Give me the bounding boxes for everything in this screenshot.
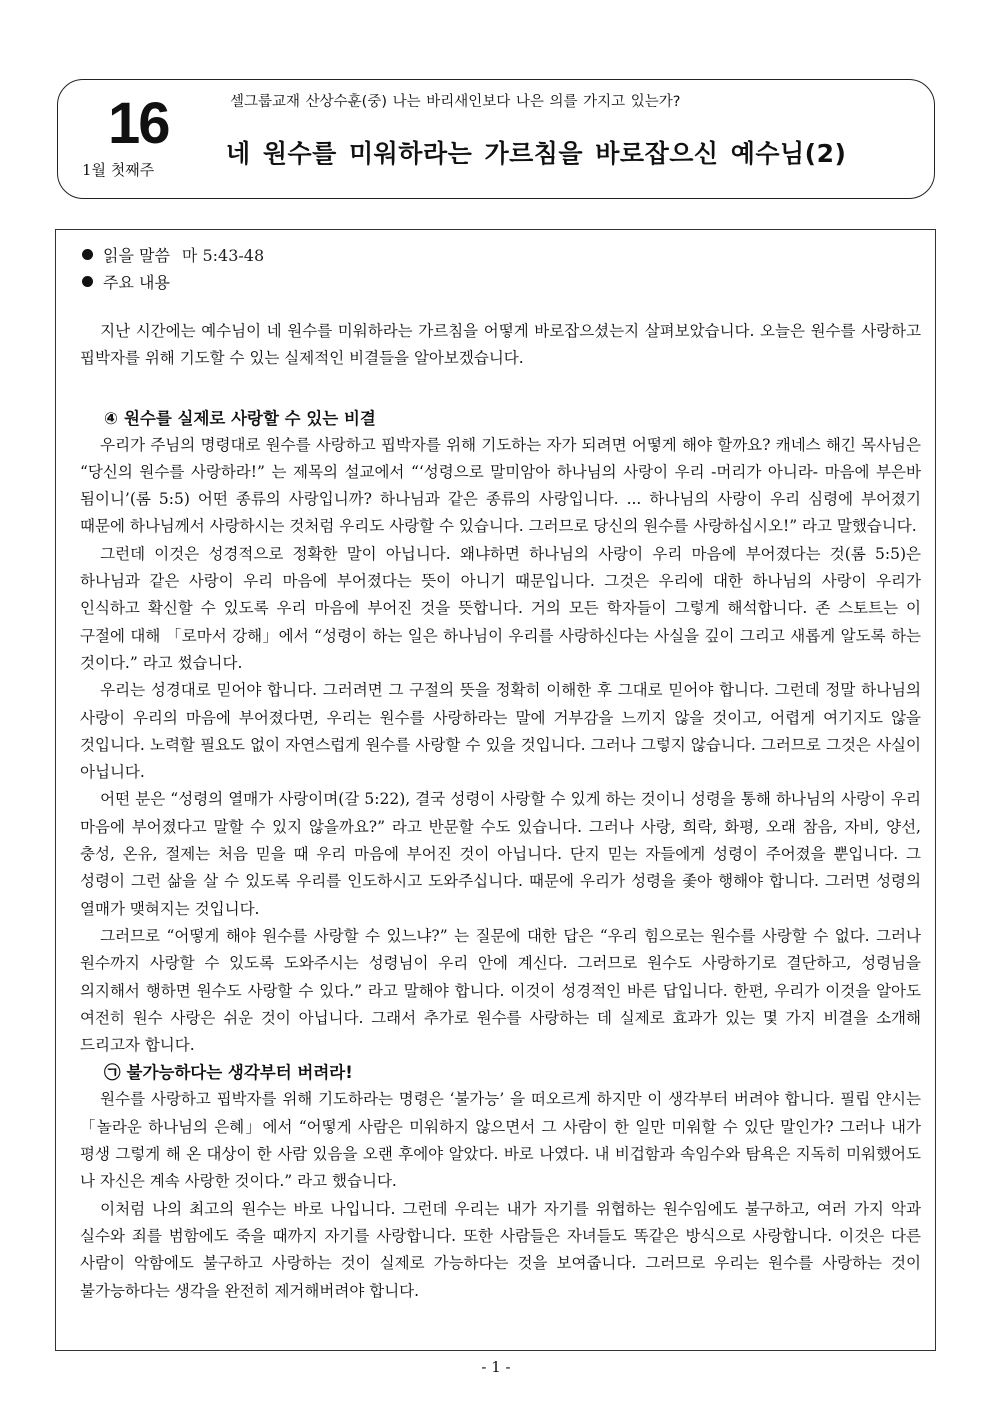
body-paragraph: 어떤 분은 “성령의 열매가 사랑이며(갈 5:22), 결국 성령이 사랑할 수 있게 하는 것이니 성령을 통해 하나님의 사랑이 우리 마음에 부어졌다고 말할 수 있지 않을까요?” 라고 반문할 수도 있습니다. 그러나 사랑, 희락, 화평, 오래 참음, 자비, 양선, 충성, 온유, 절제는 처음 믿을 때 우리 마음에 부어진 것이 아닙니다. 단지 믿는 자들에게 성령이 주어졌을 뿐입니다. 그 성령이 그런 삶을 살 수 있도록 우리를 인도하시고 도와주십니다. 때문에 우리가 성령을 좇아 행해야 합니다. 그러면 성령의 열매가 맺혀지는 것입니다.	[80, 790, 921, 918]
reading-reference: 마 5:43-48	[181, 246, 265, 265]
reading-line	[80, 242, 925, 269]
main-content-line	[80, 269, 925, 296]
content-frame	[55, 229, 936, 1351]
lesson-number: 16	[108, 91, 169, 156]
bullet-dot-icon	[82, 249, 93, 260]
section-heading	[80, 405, 925, 432]
subsection-mark: ㉠	[104, 1063, 121, 1083]
page-title: 네 원수를 미워하라는 가르침을 바로잡으신 예수님(2)	[226, 139, 847, 168]
reading-label: 읽을 말씀	[103, 246, 170, 265]
body-paragraph: 우리는 성경대로 믿어야 합니다. 그러려면 그 구절의 뜻을 정확히 이해한 후 그대로 믿어야 합니다. 그런데 정말 하나님의 사랑이 우리의 마음에 부어졌다면, 우리는 원수를 사랑하라는 말에 거부감을 느끼지 않을 것이고, 어렵게 여기지도 않을 것입니다. 노력할 필요도 없이 자연스럽게 원수를 사랑할 수 있을 것입니다. 그러나 그렇지 않습니다. 그러므로 그것은 사실이 아닙니다.	[80, 681, 921, 782]
series-subtitle: 셀그룹교재 산상수훈(중) 나는 바리새인보다 나은 의를 가지고 있는가?	[230, 94, 681, 110]
body-paragraph: 우리가 주님의 명령대로 원수를 사랑하고 핍박자를 위해 기도하는 자가 되려면 어떻게 해야 할까요? 캐네스 해긴 목사님은 “당신의 원수를 사랑하라!” 는 제목의 설교에서 “‘성령으로 말미암아 하나님의 사랑이 우리 -머리가 아니라- 마음에 부은바 됨이니’(롬 5:5) 어떤 종류의 사랑입니까? 하나님과 같은 종류의 사랑입니다. ... 하나님의 사랑이 우리 심령에 부어졌기 때문에 하나님께서 사랑하시는 것처럼 우리도 사랑할 수 있습니다. 그러므로 당신의 원수를 사랑하십시오!” 라고 말했습니다.	[80, 435, 921, 536]
section-number: ④	[104, 408, 118, 428]
section-heading-text: 원수를 실제로 사랑할 수 있는 비결	[123, 408, 376, 428]
body-paragraph: 그런데 이것은 성경적으로 정확한 말이 아닙니다. 왜냐하면 하나님의 사랑이 우리 마음에 부어졌다는 것(롬 5:5)은 하나님과 같은 사랑이 우리 마음에 부어졌다는 뜻이 아니기 때문입니다. 그것은 우리에 대한 하나님의 사랑이 우리가 인식하고 확신할 수 있도록 우리 마음에 부어진 것을 뜻합니다. 거의 모든 학자들이 그렇게 해석합니다. 존 스토트는 이 구절에 대해 「로마서 강해」에서 “성령이 하는 일은 하나님이 우리를 사랑하신다는 사실을 깊이 그리고 새롭게 알도록 하는 것이다.” 라고 썼습니다.	[80, 544, 921, 672]
body-paragraph: 그러므로 “어떻게 해야 원수를 사랑할 수 있느냐?” 는 질문에 대한 답은 “우리 힘으로는 원수를 사랑할 수 없다. 그러나 원수까지 사랑할 수 있도록 도와주시는 성령님이 우리 안에 계신다. 그러므로 원수도 사랑하기로 결단하고, 성령님을 의지해서 행하면 원수도 사랑할 수 있다.” 라고 말해야 합니다. 이것이 성경적인 바른 답입니다. 한편, 우리가 이것을 알아도 여전히 원수 사랑은 쉬운 것이 아닙니다. 그래서 추가로 원수를 사랑하는 데 실제로 효과가 있는 몇 가지 비결을 소개해 드리고자 합니다.	[80, 926, 921, 1055]
body-paragraph: 원수를 사랑하고 핍박자를 위해 기도하라는 명령은 ‘불가능’ 을 떠오르게 하지만 이 생각부터 버려야 합니다. 필립 얀시는 「놀라운 하나님의 은혜」에서 “어떻게 사람은 미워하지 않으면서 그 사람이 한 일만 미워할 수 있단 말인가? 그러나 내가 평생 그렇게 해 온 대상이 한 사람 있음을 오랜 후에야 알았다. 바로 나였다. 내 비겁함과 속임수와 탐욕은 지독히 미워했어도 나 자신은 계속 사랑한 것이다.” 라고 했습니다.	[80, 1090, 921, 1191]
page-number: - 1 -	[481, 1358, 511, 1376]
subsection-heading	[80, 1059, 925, 1086]
lesson-header	[57, 79, 935, 199]
lesson-week: 1월 첫째주	[82, 161, 155, 179]
intro-paragraph: 지난 시간에는 예수님이 네 원수를 미워하라는 가르침을 어떻게 바로잡으셨는지 살펴보았습니다. 오늘은 원수를 사랑하고 핍박자를 위해 기도할 수 있는 실제적인 비결들을 알아보겠습니다.	[80, 322, 921, 368]
bullet-dot-icon	[82, 276, 93, 287]
main-content-label: 주요 내용	[103, 273, 170, 292]
subsection-heading-text: 불가능하다는 생각부터 버려라!	[126, 1063, 353, 1083]
body-paragraph: 이처럼 나의 최고의 원수는 바로 나입니다. 그런데 우리는 내가 자기를 위협하는 원수임에도 불구하고, 여러 가지 악과 실수와 죄를 범함에도 죽을 때까지 자기를 사랑합니다. 또한 사람들은 자녀들도 똑같은 방식으로 사랑합니다. 이것은 다른 사람이 악함에도 불구하고 사랑하는 것이 실제로 가능하다는 것을 보여줍니다. 그러므로 우리는 원수를 사랑하는 것이 불가능하다는 생각을 완전히 제거해버려야 합니다.	[80, 1199, 921, 1300]
